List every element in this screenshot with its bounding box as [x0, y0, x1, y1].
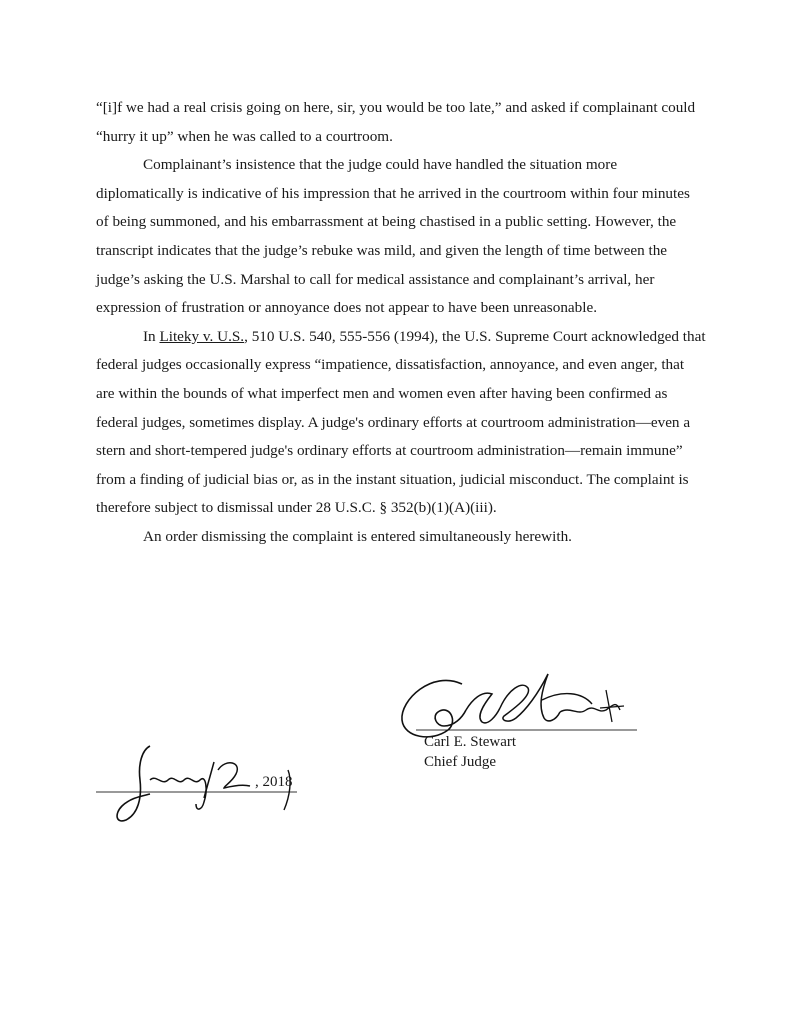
order-body — [96, 94, 706, 552]
date-line — [92, 740, 332, 830]
paragraph-liteky — [96, 323, 706, 523]
paragraph-order: An order dismissing the complaint is entered simultaneously herewith. — [143, 527, 572, 545]
paragraph-diplomacy: Complainant’s insistence that the judge could have handled the situation more diplomatically is indicative of his impression that he arrived in the courtroom within four minutes of being summoned, and his embarrassment at being chastised in a public setting. However, the transcript indicates that the judge’s rebuke was mild, and given the length of time between the judge’s asking the U.S. Marshal to call for medical assistance and complainant’s arrival, her expression of frustration or annoyance does not appear to have been unreasonable. — [96, 156, 690, 317]
signer-name: Carl E. Stewart — [424, 734, 517, 750]
signer-title: Chief Judge — [424, 754, 497, 770]
paragraph-liteky-text: , 510 U.S. 540, 555-556 (1994), the U.S. Supreme Court acknowledged that federal judges occasionally express “impatience, dissatisfaction, annoyance, and even anger, that are within the bounds of what imperfect men and women even after having been confirmed as federal judges, sometimes display. A judge's ordinary efforts at courtroom administration—even a stern and short-tempered judge's ordinary efforts at courtroom administration—remain immune” from a finding of judicial bias or, as in the instant situation, judicial misconduct. The complaint is therefore subject to dismissal under 28 U.S.C. § 352(b)(1)(A)(iii). — [96, 327, 706, 517]
handwritten-date — [92, 740, 332, 830]
date-year: , 2018 — [255, 774, 293, 790]
paragraph-continuation: “[i]f we had a real crisis going on here, sir, you would be too late,” and asked if complainant could “hurry it up” when he was called to a courtroom. — [96, 99, 696, 145]
judge-signature-block — [392, 660, 652, 780]
case-citation: Liteky v. U.S. — [159, 327, 245, 345]
paragraph-liteky-prefix: In — [143, 327, 160, 345]
